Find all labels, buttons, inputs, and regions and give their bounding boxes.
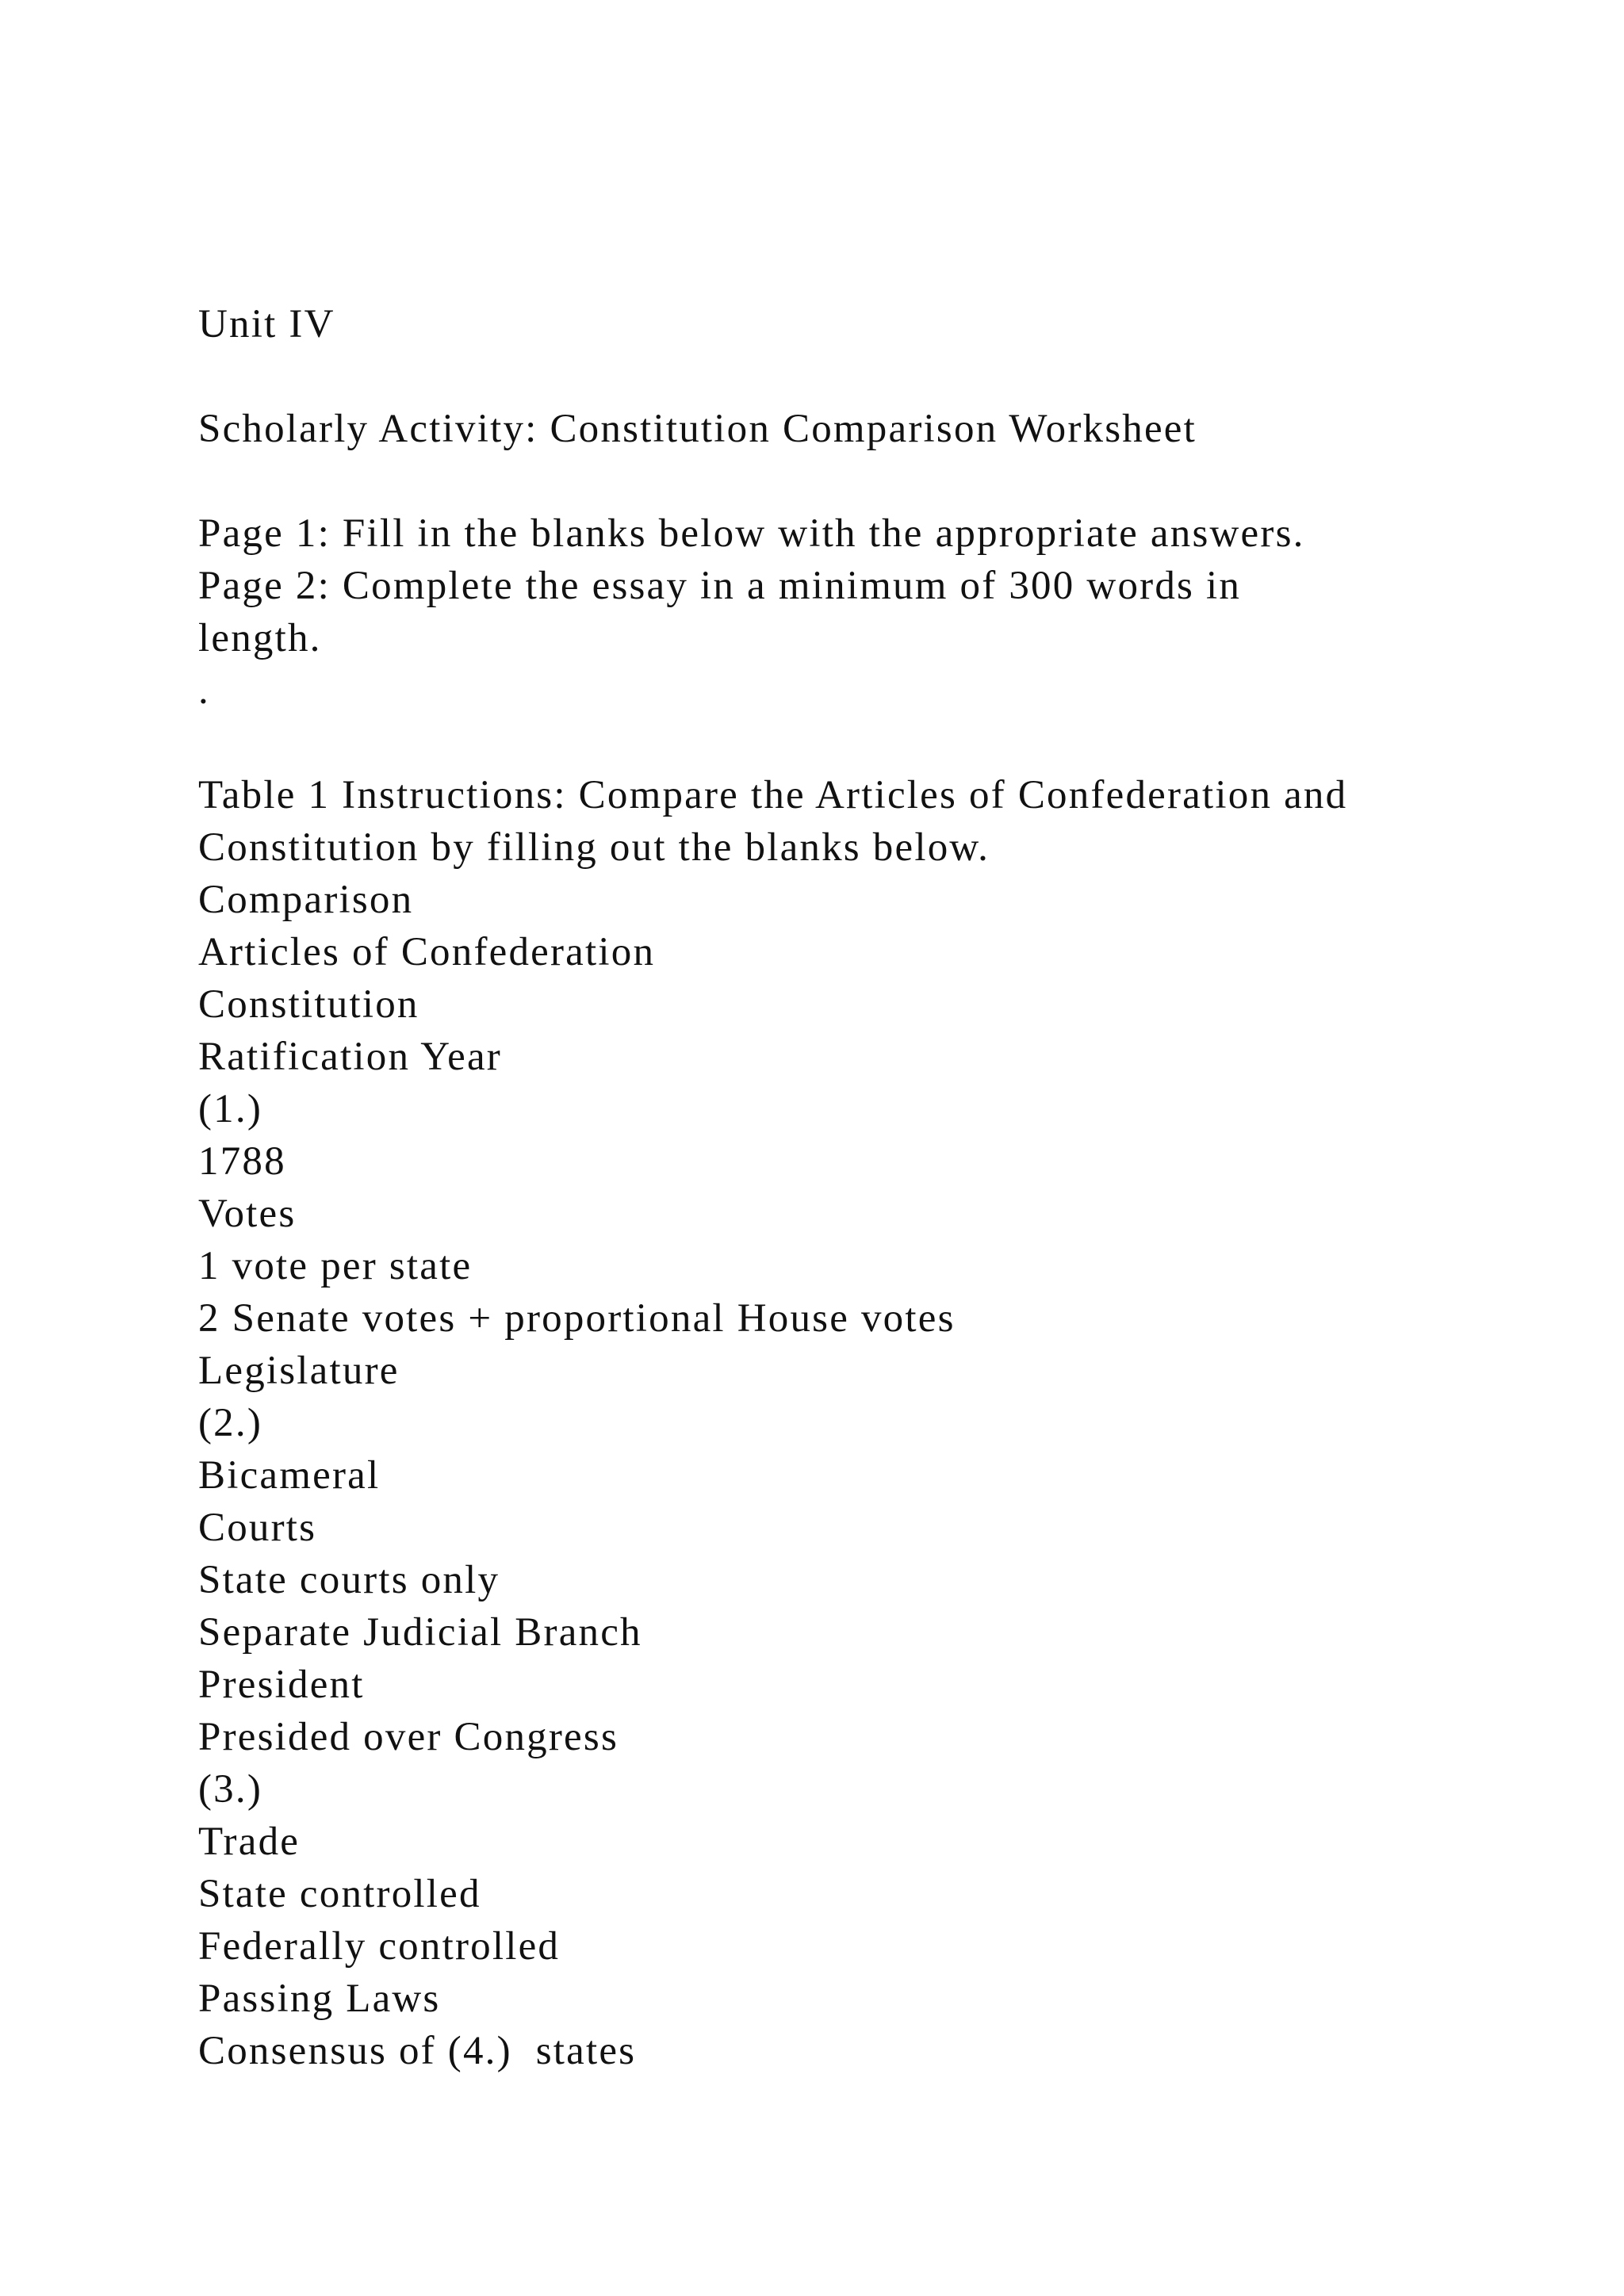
row-trade-articles: State controlled: [198, 1872, 481, 1916]
spacer: [198, 455, 1546, 507]
row-president-label: President: [198, 1663, 365, 1707]
worksheet-page: [198, 298, 1546, 2077]
table1-instructions-line2: Constitution by filling out the blanks below.: [198, 825, 990, 870]
row-votes-constitution: 2 Senate votes + proportional House votes: [198, 1296, 956, 1341]
table-header-comparison: Comparison: [198, 878, 414, 922]
row-courts-articles: State courts only: [198, 1558, 500, 1602]
instruction-page2-line2: length.: [198, 616, 322, 660]
instruction-dot: .: [198, 668, 210, 713]
row-ratification-articles: (1.): [198, 1087, 263, 1131]
table1-instructions-line1: Table 1 Instructions: Compare the Articles of Confederation and: [198, 773, 1348, 817]
row-passing-laws-label: Passing Laws: [198, 1976, 441, 2021]
instruction-page2-line1: Page 2: Complete the essay in a minimum of 300 words in: [198, 564, 1242, 608]
row-votes-articles: 1 vote per state: [198, 1244, 473, 1288]
table-header-articles: Articles of Confederation: [198, 930, 656, 974]
row-trade-label: Trade: [198, 1820, 301, 1864]
spacer: [198, 350, 1546, 403]
row-trade-constitution: Federally controlled: [198, 1924, 561, 1969]
row-ratification-label: Ratification Year: [198, 1035, 502, 1079]
instruction-page1: Page 1: Fill in the blanks below with the appropriate answers.: [198, 511, 1305, 556]
row-passing-laws-articles: Consensus of (4.) states: [198, 2029, 637, 2073]
row-president-articles: Presided over Congress: [198, 1715, 619, 1759]
table-header-constitution: Constitution: [198, 982, 419, 1027]
row-legislature-constitution: Bicameral: [198, 1453, 381, 1498]
row-president-constitution: (3.): [198, 1767, 263, 1812]
row-legislature-articles: (2.): [198, 1401, 263, 1445]
row-ratification-constitution: 1788: [198, 1139, 286, 1184]
activity-title: Scholarly Activity: Constitution Comparison Worksheet: [198, 407, 1197, 451]
spacer: [198, 717, 1546, 769]
unit-title: Unit IV: [198, 302, 335, 346]
row-votes-label: Votes: [198, 1192, 297, 1236]
row-legislature-label: Legislature: [198, 1349, 400, 1393]
row-courts-constitution: Separate Judicial Branch: [198, 1610, 642, 1655]
row-courts-label: Courts: [198, 1506, 317, 1550]
